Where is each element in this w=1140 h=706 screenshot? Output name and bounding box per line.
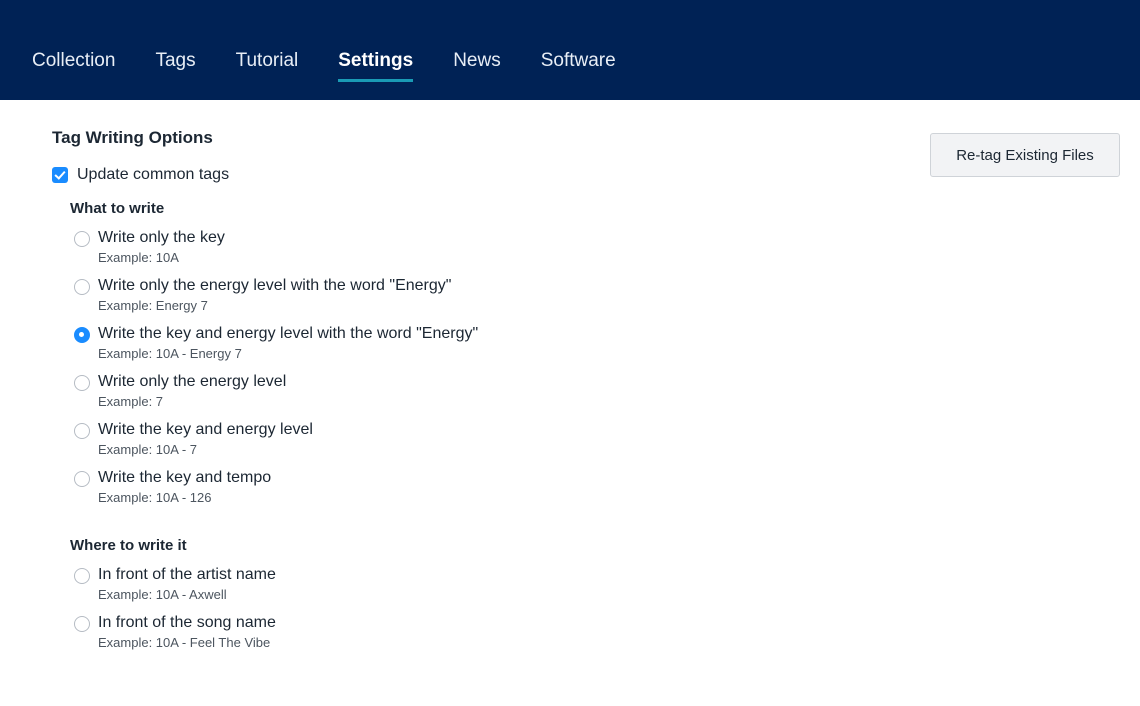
radio-label: In front of the song name [98,614,276,631]
radio-texts [98,468,271,507]
radio-option-front-of-song[interactable] [70,613,1108,652]
nav-item-software[interactable]: Software [540,50,616,71]
radio-label: Write only the energy level [98,373,287,390]
radio-texts [98,565,276,604]
radio-example: Example: 7 [98,394,164,409]
radio-example: Example: 10A [98,250,179,265]
radio-label: Write only the energy level with the word "Energy" [98,277,452,294]
radio-texts [98,372,286,411]
radio-icon-selected[interactable] [74,327,90,343]
radio-texts [98,420,313,459]
radio-texts [98,324,478,363]
nav-item-tags[interactable]: Tags [155,50,196,71]
radio-option-key-only[interactable] [70,228,1108,267]
radio-option-key-and-tempo[interactable] [70,468,1108,507]
update-common-tags-checkbox[interactable] [52,167,68,183]
radio-label: Write the key and tempo [98,469,272,486]
nav-item-settings[interactable]: Settings [318,50,433,82]
radio-example: Example: 10A - Energy 7 [98,346,242,361]
radio-option-energy-only[interactable] [70,372,1108,411]
radio-example: Example: 10A - 7 [98,442,197,457]
nav-items [32,0,636,100]
radio-option-key-and-energy-word[interactable] [70,324,1108,363]
radio-option-energy-word-only[interactable] [70,276,1108,315]
nav-item-tutorial[interactable]: Tutorial [235,50,299,71]
radio-icon[interactable] [74,471,90,487]
radio-label: Write the key and energy level with the word "Energy" [98,325,479,342]
page-title: Tag Writing Options [52,128,213,147]
radio-option-front-of-artist[interactable] [70,565,1108,604]
radio-label: Write only the key [98,229,225,246]
radio-texts [98,276,451,315]
radio-texts [98,228,225,267]
top-navigation-bar [0,0,1140,100]
update-common-tags-label: Update common tags [77,166,230,183]
radio-icon[interactable] [74,231,90,247]
radio-example: Example: 10A - Axwell [98,587,227,602]
nav-item-collection[interactable]: Collection [32,50,116,71]
radio-icon[interactable] [74,375,90,391]
radio-icon[interactable] [74,568,90,584]
radio-example: Example: 10A - Feel The Vibe [98,635,271,650]
radio-texts [98,613,276,652]
where-to-write-title: Where to write it [70,537,187,554]
what-to-write-group [52,200,1108,652]
radio-option-key-and-energy[interactable] [70,420,1108,459]
settings-content [0,100,1140,652]
radio-example: Example: Energy 7 [98,298,208,313]
radio-icon[interactable] [74,616,90,632]
radio-label: In front of the artist name [98,566,276,583]
radio-example: Example: 10A - 126 [98,490,212,505]
re-tag-existing-files-button[interactable]: Re-tag Existing Files [930,133,1120,177]
radio-icon[interactable] [74,279,90,295]
nav-item-news[interactable]: News [453,50,501,71]
radio-icon[interactable] [74,423,90,439]
radio-label: Write the key and energy level [98,421,313,438]
what-to-write-title: What to write [70,200,165,217]
